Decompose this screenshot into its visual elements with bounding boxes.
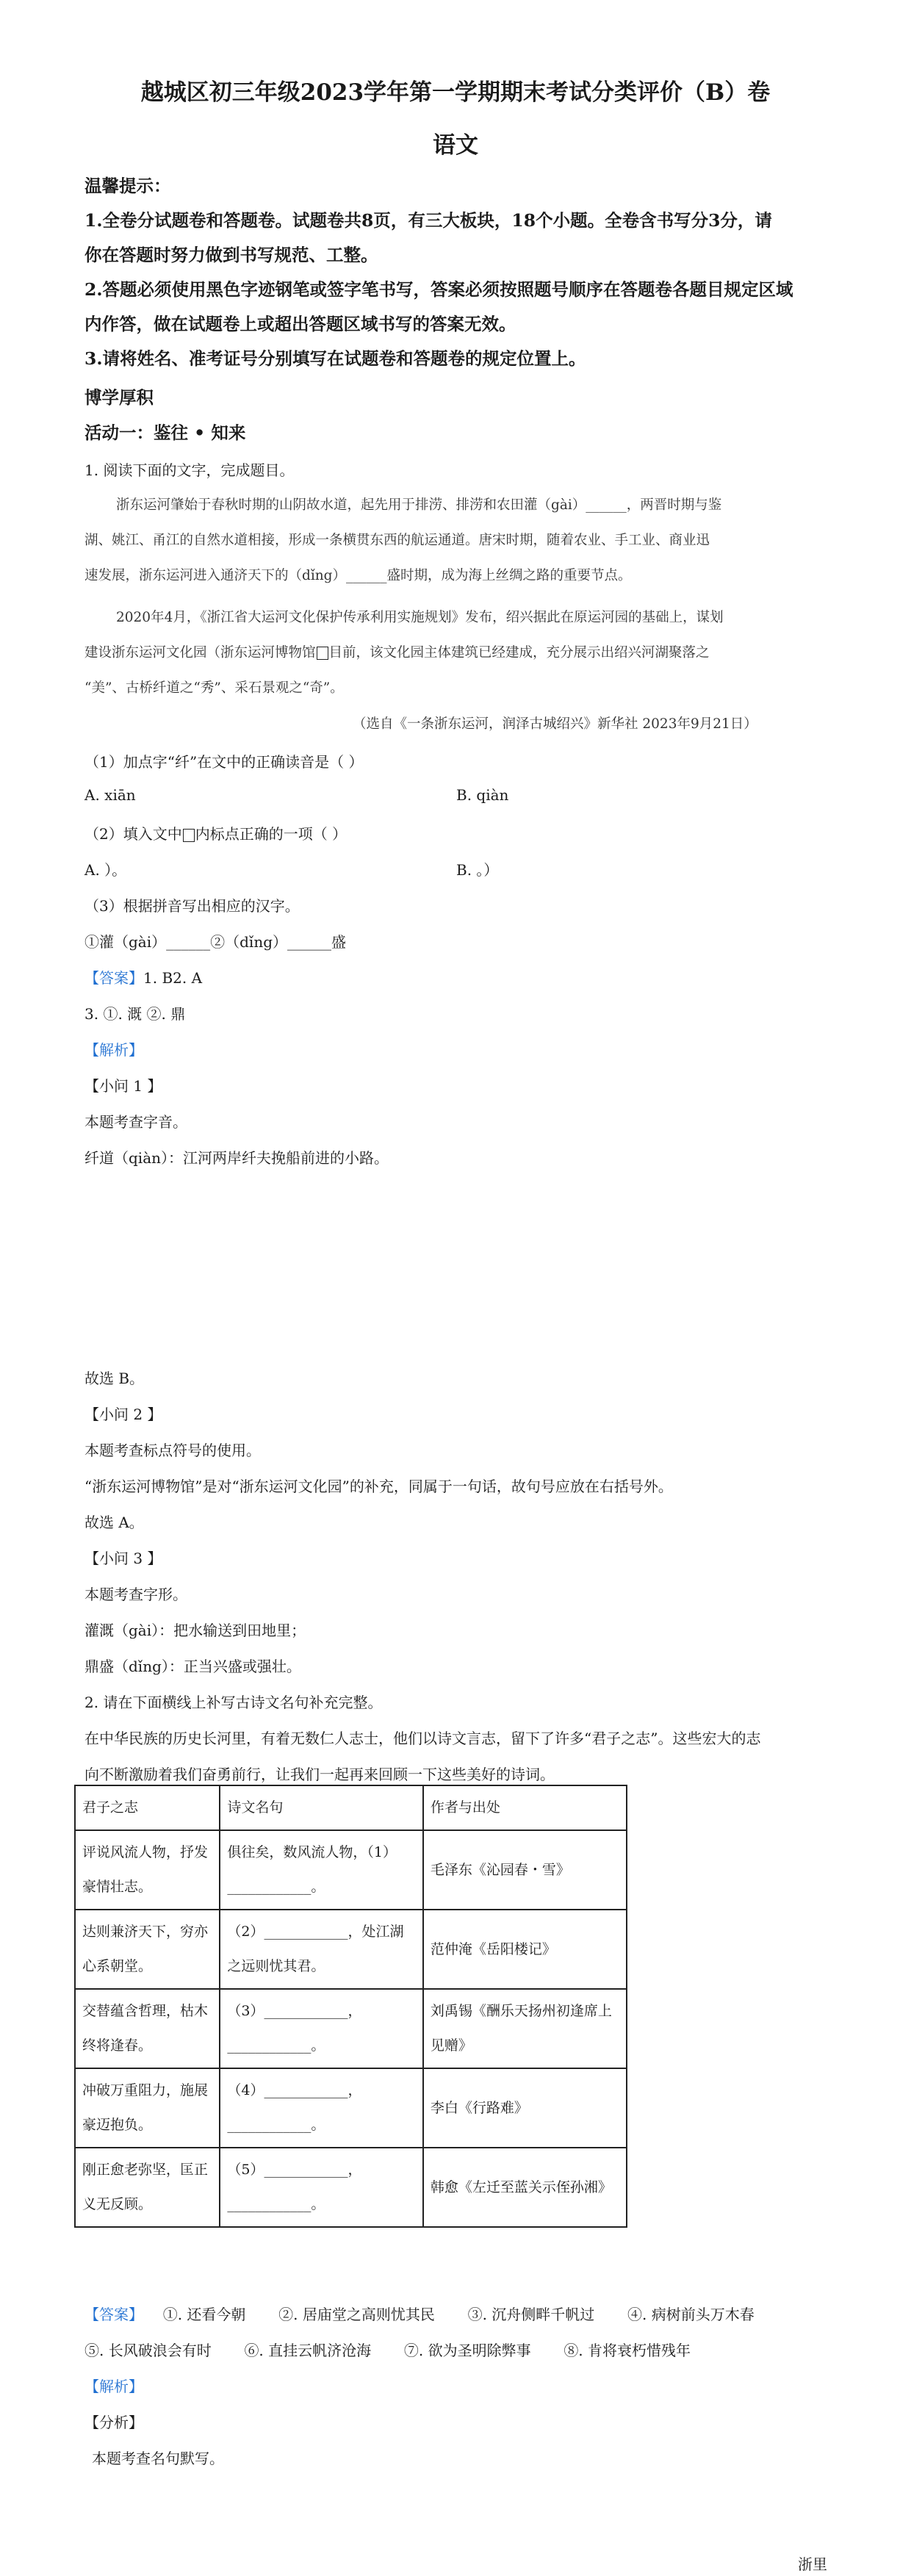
q1-sub1: （1）加点字“纤”在文中的正确读音是（ ） bbox=[84, 753, 364, 771]
q1-sub3-blanks: ①灌（gài）______②（dǐng）______盛 bbox=[84, 933, 347, 951]
analysis-tag: 【解析】 bbox=[84, 1041, 143, 1059]
notice-item-1-cont: 你在答题时努力做到书写规范、工整。 bbox=[84, 245, 378, 265]
q1-answer bbox=[84, 966, 202, 987]
punctuation-blank-box bbox=[317, 647, 328, 660]
table-row bbox=[75, 2068, 627, 2148]
table-header: 作者与出处 bbox=[423, 1785, 627, 1830]
q1-passage-line: 浙东运河肇始于春秋时期的山阴故水道，起先用于排涝、排涝和农田灌（gài）______，两晋时期与鉴 bbox=[116, 497, 722, 513]
answer-tag: 【答案】 bbox=[84, 2306, 143, 2323]
explanation-line: 本题考查字形。 bbox=[84, 1586, 187, 1603]
q1-sub2-pre: （2）填入文中 bbox=[84, 825, 182, 843]
table-row bbox=[75, 1830, 627, 1910]
q1-sub3: （3）根据拼音写出相应的汉字。 bbox=[84, 897, 300, 915]
analysis-subheading: 【分析】 bbox=[84, 2414, 143, 2431]
answer-item: ①. 还看今朝 bbox=[162, 2306, 246, 2323]
explanation-line: 本题考查名句默写。 bbox=[92, 2450, 224, 2467]
notice-item-3: 3.请将姓名、准考证号分别填写在试题卷和答题卷的规定位置上。 bbox=[84, 348, 586, 369]
q2-prompt: 2. 请在下面横线上补写古诗文名句补充完整。 bbox=[84, 1694, 383, 1711]
table-cell: 评说风流人物，抒发豪情壮志。 bbox=[75, 1830, 220, 1910]
table-cell: 毛泽东《沁园春・雪》 bbox=[423, 1830, 627, 1910]
answer-item: ④. 病树前头万木春 bbox=[627, 2306, 755, 2323]
table-cell: 李白《行路难》 bbox=[423, 2068, 627, 2148]
table-cell: 刘禹锡《酬乐天扬州初逢席上见赠》 bbox=[423, 1989, 627, 2068]
q1-passage-line: 速发展，浙东运河进入通济天下的（dǐng）______盛时期，成为海上丝绸之路的重要节点。 bbox=[84, 568, 632, 583]
explanation-line: 本题考查字音。 bbox=[84, 1113, 187, 1131]
explanation-line: 鼎盛（dǐng）：正当兴盛或强壮。 bbox=[84, 1658, 301, 1675]
table-cell: （3）____________，____________。 bbox=[220, 1989, 422, 2068]
answer-item: ②. 居庙堂之高则忧其民 bbox=[278, 2306, 435, 2323]
q2-answer-row bbox=[84, 2339, 691, 2360]
table-cell: 范仲淹《岳阳楼记》 bbox=[423, 1910, 627, 1989]
explanation-line: 故选 B。 bbox=[84, 1370, 145, 1387]
q1-passage-line: “美”、古桥纤道之“秀”、采石景观之“奇”。 bbox=[84, 680, 344, 696]
q1-passage-post: 目前，该文化园主体建筑已经建成，充分展示出绍兴河湖聚落之 bbox=[328, 645, 710, 661]
notice-heading: 温馨提示： bbox=[84, 176, 171, 196]
punctuation-blank-box bbox=[183, 829, 195, 842]
exam-subject: 语文 bbox=[433, 132, 478, 159]
explanation-line: 本题考查标点符号的使用。 bbox=[84, 1442, 261, 1459]
activity-title: 活动一：鉴往 • 知来 bbox=[84, 422, 246, 443]
q1-option-b: B. 。） bbox=[456, 861, 499, 879]
q1-source: （选自《一条浙东运河，润泽古城绍兴》新华社 2023年9月21日） bbox=[353, 716, 757, 732]
table-cell: （4）____________，____________。 bbox=[220, 2068, 422, 2148]
table-cell: 交替蕴含哲理，枯木终将逢春。 bbox=[75, 1989, 220, 2068]
answer-item: ⑤. 长风破浪会有时 bbox=[84, 2342, 212, 2359]
q2-answer-row bbox=[84, 2303, 755, 2324]
answer-text: 1. B2. A bbox=[143, 969, 203, 987]
table-row bbox=[75, 1989, 627, 2068]
q2-intro: 向不断激励着我们奋勇前行，让我们一起再来回顾一下这些美好的诗词。 bbox=[84, 1766, 555, 1783]
q1-passage-line: 湖、姚江、甬江的自然水道相接，形成一条横贯东西的航运通道。唐宋时期，随着农业、手工业、商业迅 bbox=[84, 533, 710, 548]
q2-intro: 在中华民族的历史长河里，有着无数仁人志士，他们以诗文言志，留下了许多“君子之志”。这些宏大的志 bbox=[84, 1730, 761, 1747]
small-question-1: 【小问 1 】 bbox=[84, 1077, 162, 1095]
table-cell: 韩愈《左迁至蓝关示侄孙湘》 bbox=[423, 2148, 627, 2227]
small-question-3: 【小问 3 】 bbox=[84, 1550, 162, 1567]
explanation-line: 灌溉（gài）：把水输送到田地里； bbox=[84, 1622, 306, 1639]
answer-tag: 【答案】 bbox=[84, 969, 143, 987]
table-header: 诗文名句 bbox=[220, 1785, 422, 1830]
notice-item-1: 1.全卷分试题卷和答题卷。试题卷共8页，有三大板块，18个小题。全卷含书写分3分，请 bbox=[84, 210, 772, 231]
table-header-row bbox=[75, 1785, 627, 1830]
table-cell: （5）____________，____________。 bbox=[220, 2148, 422, 2227]
table-cell: 达则兼济天下，穷亦心系朝堂。 bbox=[75, 1910, 220, 1989]
answer-item: ⑦. 欲为圣明除弊事 bbox=[403, 2342, 531, 2359]
table-cell: 俱往矣，数风流人物，（1）____________。 bbox=[220, 1830, 422, 1910]
answer-item: ⑧. 肯将衰朽惜残年 bbox=[563, 2342, 691, 2359]
explanation-line: 故选 A。 bbox=[84, 1514, 144, 1531]
q1-option-a: A. ）。 bbox=[84, 861, 127, 879]
explanation-line: “浙东运河博物馆”是对“浙东运河文化园”的补充，同属于一句话，故句号应放在右括号外。 bbox=[84, 1478, 673, 1495]
answer-item: ⑥. 直挂云帆济沧海 bbox=[244, 2342, 372, 2359]
q1-sub2-post: 内标点正确的一项（ ） bbox=[195, 825, 348, 843]
q1-answer-3: 3. ①. 溉 ②. 鼎 bbox=[84, 1005, 186, 1023]
analysis-tag: 【解析】 bbox=[84, 2378, 143, 2395]
q1-passage-line bbox=[84, 642, 710, 661]
notice-item-2-cont: 内作答，做在试题卷上或超出答题区域书写的答案无效。 bbox=[84, 314, 516, 334]
q1-option-a: A. xiān bbox=[84, 786, 136, 804]
q1-passage-line: 2020年4月，《浙江省大运河文化保护传承利用实施规划》发布，绍兴据此在原运河园的基础上，谋划 bbox=[116, 610, 724, 625]
q1-sub2 bbox=[84, 822, 347, 843]
q1-option-b: B. qiàn bbox=[456, 786, 509, 804]
table-cell: （2）____________，处江湖之远则忧其君。 bbox=[220, 1910, 422, 1989]
small-question-2: 【小问 2 】 bbox=[84, 1406, 162, 1423]
q1-passage-pre: 建设浙东运河文化园（浙东运河博物馆 bbox=[84, 645, 316, 661]
section-title: 博学厚积 bbox=[84, 387, 154, 408]
notice-item-2: 2.答题必须使用黑色字迹钢笔或签字笔书写，答案必须按照题号顺序在答题卷各题目规定区域 bbox=[84, 279, 793, 300]
table-row bbox=[75, 1910, 627, 1989]
table-row bbox=[75, 2148, 627, 2227]
table-cell: 刚正愈老弥坚，匡正义无反顾。 bbox=[75, 2148, 220, 2227]
answer-item: ③. 沉舟侧畔千帆过 bbox=[467, 2306, 595, 2323]
poem-table bbox=[74, 1785, 627, 2228]
q1-prompt: 1. 阅读下面的文字，完成题目。 bbox=[84, 461, 295, 479]
explanation-line: 纤道（qiàn）：江河两岸纤夫挽船前进的小路。 bbox=[84, 1149, 389, 1167]
exam-title: 越城区初三年级2023学年第一学期期末考试分类评价（B）卷 bbox=[140, 79, 771, 106]
table-header: 君子之志 bbox=[75, 1785, 220, 1830]
table-cell: 冲破万重阻力，施展豪迈抱负。 bbox=[75, 2068, 220, 2148]
page-corner-text: 浙里 bbox=[798, 2555, 827, 2573]
